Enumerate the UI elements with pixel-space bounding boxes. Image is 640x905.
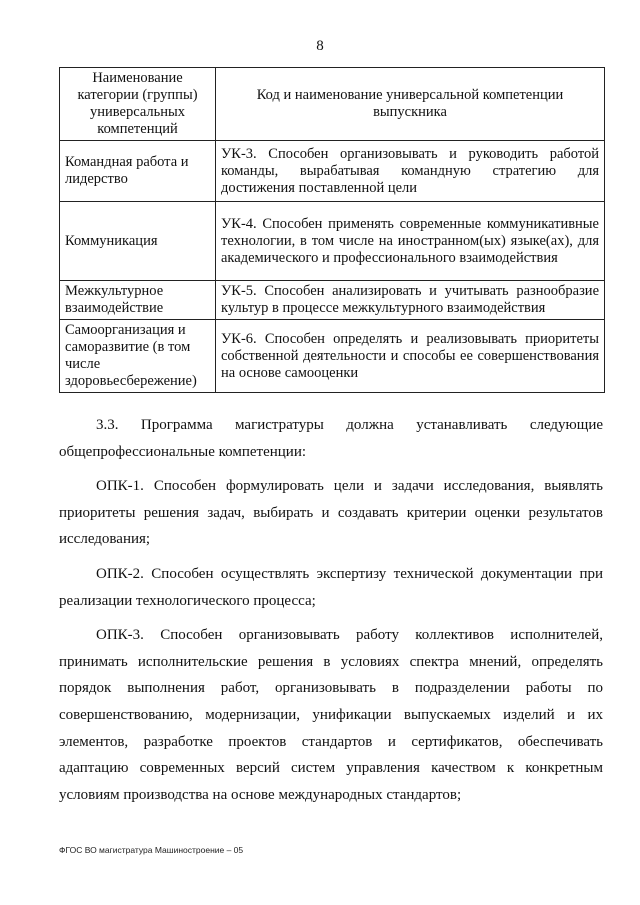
category-cell: Межкультурное взаимодействие xyxy=(60,281,216,320)
competencies-table xyxy=(59,67,605,393)
paragraph-opk-3: ОПК-3. Способен организовывать работу коллективов исполнителей, принимать исполнительские решения в условиях спектра мнений, определять порядок выполнения работ, организовывать в подразделении работы по совершенствованию, модернизации, унификации выпускаемых изделий и их элементов, разработке проектов стандартов и сертификатов, обеспечивать адаптацию современных версий систем управления качеством к конкретным условиям производства на основе международных стандартов; xyxy=(59,627,603,803)
table-header-row xyxy=(60,68,605,141)
category-cell: Коммуникация xyxy=(60,202,216,281)
table-row xyxy=(60,202,605,281)
table-row xyxy=(60,281,605,320)
table-row xyxy=(60,320,605,393)
code-cell: УК-5. Способен анализировать и учитывать разнообразие культур в процессе межкультурного взаимодействия xyxy=(216,281,605,320)
body-text xyxy=(59,412,603,816)
code-cell: УК-6. Способен определять и реализовывать приоритеты собственной деятельности и способы ее совершенствования на основе самооценки xyxy=(216,320,605,393)
category-cell: Самоорганизация и саморазвитие (в том числе здоровьесбережение) xyxy=(60,320,216,393)
category-cell: Командная работа и лидерство xyxy=(60,141,216,202)
page-footer: ФГОС ВО магистратура Машиностроение – 05 xyxy=(59,845,244,855)
code-cell: УК-4. Способен применять современные коммуникативные технологии, в том числе на иностранном(ых) языке(ах), для академического и профессионального взаимодействия xyxy=(216,202,605,281)
paragraph-section-3-3: 3.3. Программа магистратуры должна устанавливать следующие общепрофессиональные компетенции: xyxy=(59,417,603,460)
table-row xyxy=(60,141,605,202)
header-category-cell: Наименование категории (группы) универсальных компетенций xyxy=(60,68,216,141)
page-number: 8 xyxy=(316,38,324,54)
code-cell: УК-3. Способен организовывать и руководить работой команды, вырабатывая командную стратегию для достижения поставленной цели xyxy=(216,141,605,202)
header-code-cell: Код и наименование универсальной компетенции выпускника xyxy=(216,68,605,141)
paragraph-opk-2: ОПК-2. Способен осуществлять экспертизу технической документации при реализации технологического процесса; xyxy=(59,565,603,609)
paragraph-opk-1: ОПК-1. Способен формулировать цели и задачи исследования, выявлять приоритеты решения задач, выбирать и создавать критерии оценки результатов исследования; xyxy=(59,478,603,548)
